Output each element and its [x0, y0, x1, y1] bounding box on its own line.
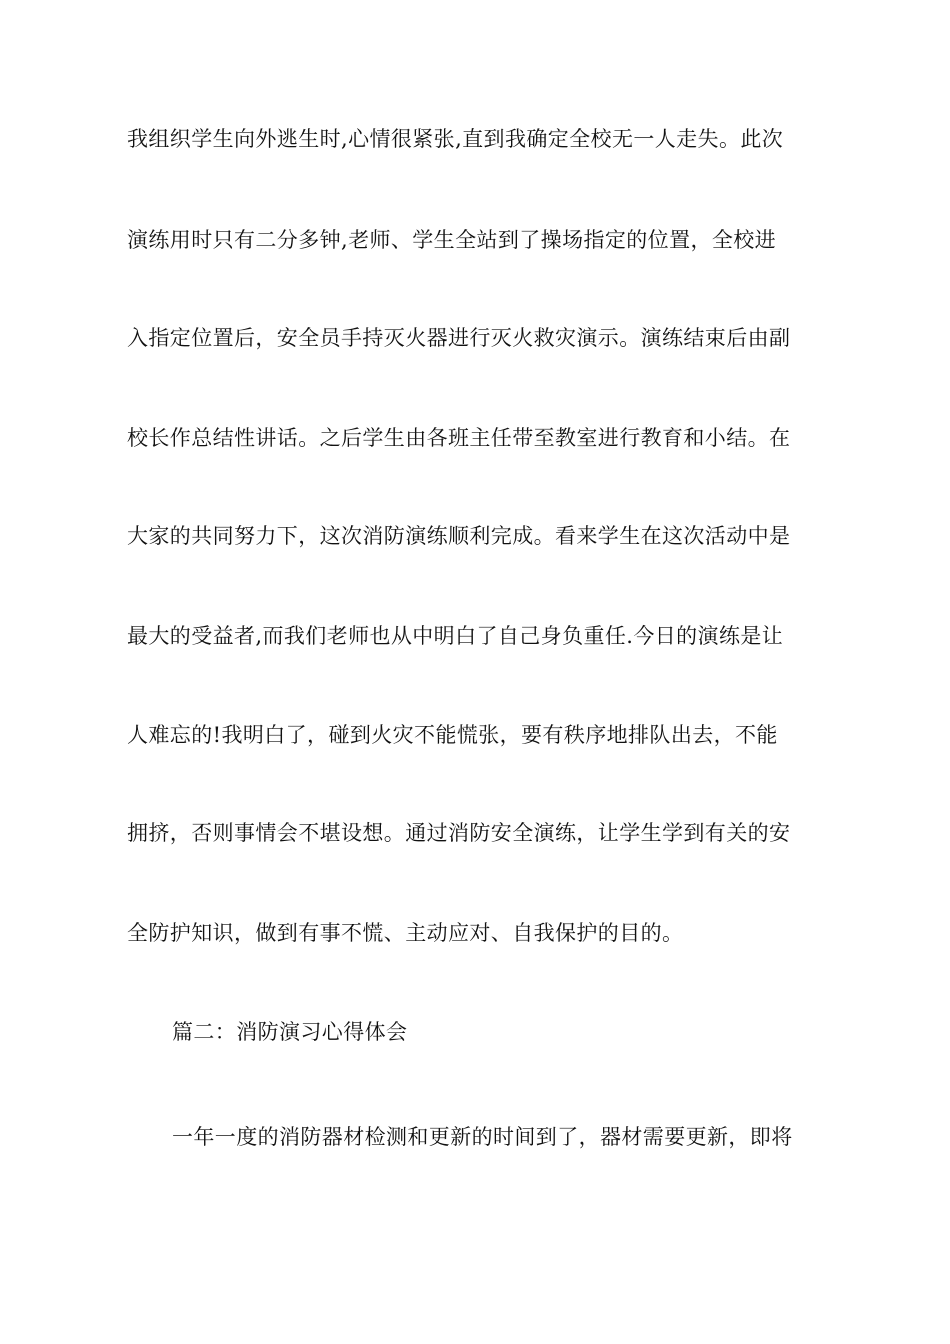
- section-first-line: 一年一度的消防器材检测和更新的时间到了，器材需要更新，即将: [172, 1125, 793, 1149]
- body-text-line-5: 大家的共同努力下，这次消防演练顺利完成。看来学生在这次活动中是: [127, 524, 791, 548]
- body-text-line-9: 全防护知识，做到有事不慌、主动应对、自我保护的目的。: [127, 921, 684, 945]
- body-text-line-2: 演练用时只有二分多钟,老师、学生全站到了操场指定的位置，全校进: [127, 228, 777, 252]
- body-text-line-3: 入指定位置后，安全员手持灭火器进行灭火救灾演示。演练结束后由副: [127, 326, 791, 350]
- body-text-line-6: 最大的受益者,而我们老师也从中明白了自己身负重任.今日的演练是让: [127, 624, 784, 648]
- section-heading: 篇二：消防演习心得体会: [172, 1020, 408, 1044]
- body-text-line-1: 我组织学生向外逃生时,心情很紧张,直到我确定全校无一人走失。此次: [127, 127, 784, 151]
- body-text-line-4: 校长作总结性讲话。之后学生由各班主任带至教室进行教育和小结。在: [127, 426, 791, 450]
- body-text-line-7: 人难忘的!我明白了，碰到火灾不能慌张，要有秩序地排队出去，不能: [127, 723, 778, 747]
- body-text-line-8: 拥挤，否则事情会不堪设想。通过消防安全演练，让学生学到有关的安: [127, 821, 791, 845]
